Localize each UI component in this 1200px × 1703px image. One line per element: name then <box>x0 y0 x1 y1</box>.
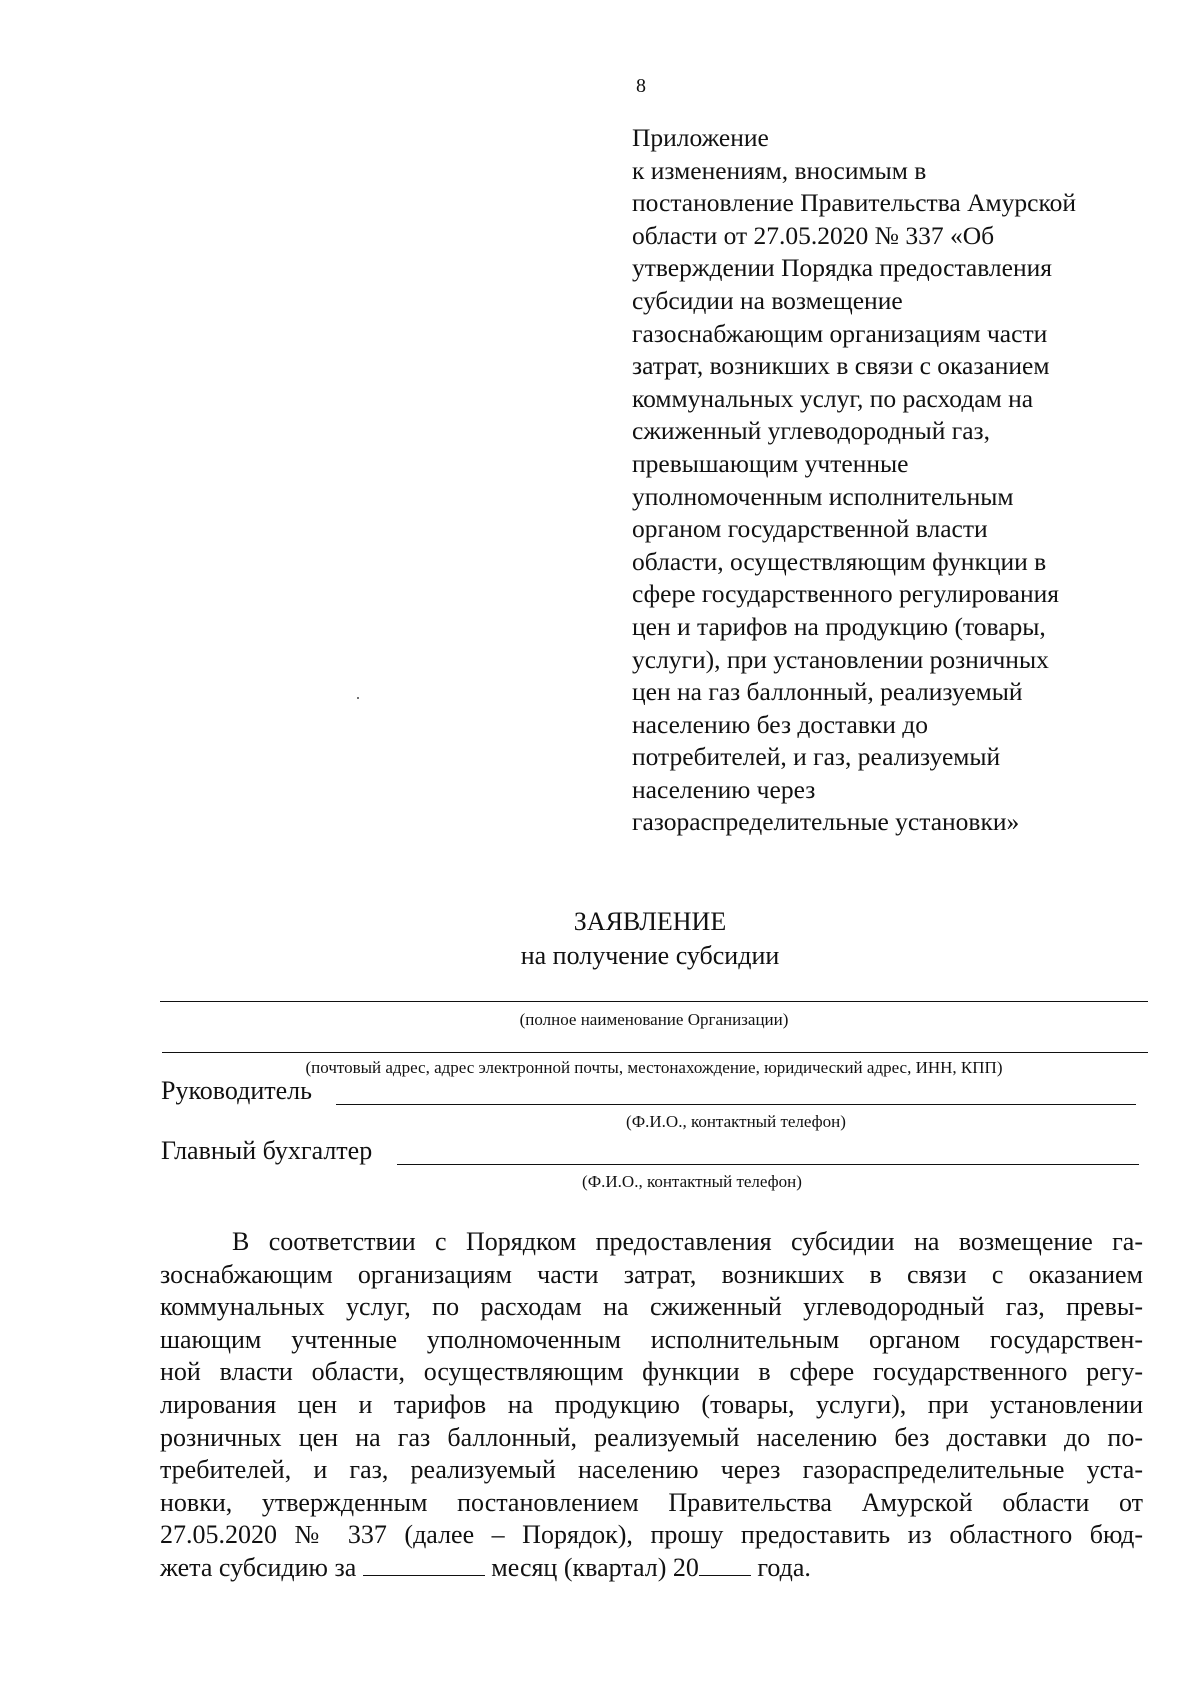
accountant-label: Главный бухгалтер <box>161 1136 373 1165</box>
year-blank[interactable] <box>699 1553 751 1576</box>
appendix-line: субсидии на возмещение <box>632 285 903 315</box>
last-line-part1: жета субсидию за <box>160 1552 357 1582</box>
document-title: ЗАЯВЛЕНИЕ <box>573 907 727 936</box>
appendix-line: превышающим учтенные <box>632 448 909 478</box>
appendix-line: утверждении Порядка предоставления <box>632 253 1052 283</box>
director-caption: (Ф.И.О., контактный телефон) <box>626 1112 846 1131</box>
appendix-line: органом государственной власти <box>632 514 988 544</box>
accountant-caption: (Ф.И.О., контактный телефон) <box>582 1172 802 1191</box>
director-line[interactable] <box>336 1104 1136 1105</box>
appendix-line: потребителей, и газ, реализуемый <box>632 742 1001 772</box>
paragraph-line: 27.05.2020 № 337 (далее – Порядок), прошу предоставить из областного бюд- <box>160 1520 1143 1550</box>
appendix-line: к изменениям, вносимым в <box>632 155 927 185</box>
org-name-caption: (полное наименование Организации) <box>519 1010 789 1029</box>
last-line-part2: месяц (квартал) 20 <box>491 1552 699 1582</box>
document-subtitle: на получение субсидии <box>520 941 780 970</box>
appendix-line: населению через <box>632 774 816 804</box>
request-paragraph <box>160 1226 1143 1585</box>
appendix-line: постановление Правительства Амурской <box>632 188 1076 218</box>
address-line[interactable] <box>162 1052 1148 1053</box>
paragraph-line: шающим учтенные уполномоченным исполнительным органом государствен- <box>160 1324 1143 1354</box>
appendix-line: области, осуществляющим функции в <box>632 546 1047 576</box>
paragraph-line: лирования цен и тарифов на продукцию (товары, услуги), при установлении <box>160 1389 1143 1419</box>
paragraph-line: В соответствии с Порядком предоставления субсидии на возмещение га- <box>232 1227 1143 1256</box>
paragraph-line: требителей, и газ, реализуемый населению через газораспределительные уста- <box>160 1455 1143 1485</box>
appendix-line: услуги), при установлении розничных <box>632 644 1049 674</box>
accountant-line[interactable] <box>397 1164 1139 1165</box>
appendix-line: уполномоченным исполнительным <box>632 481 1014 511</box>
appendix-line: затрат, возникших в связи с оказанием <box>632 351 1050 381</box>
appendix-line: области от 27.05.2020 № 337 «Об <box>632 220 995 250</box>
month-blank[interactable] <box>363 1553 485 1576</box>
org-name-line[interactable] <box>160 1001 1148 1002</box>
paragraph-last-line <box>160 1552 1143 1585</box>
address-caption: (почтовый адрес, адрес электронной почты, местонахождение, юридический адрес, ИНН, КПП) <box>305 1058 1003 1077</box>
appendix-line: газоснабжающим организациям части <box>632 318 1048 348</box>
appendix-line: коммунальных услуг, по расходам на <box>632 383 1034 413</box>
paragraph-line: коммунальных услуг, по расходам на сжиженный углеводородный газ, превы- <box>160 1292 1143 1322</box>
page-number: 8 <box>636 75 646 97</box>
director-label: Руководитель <box>161 1076 312 1105</box>
paragraph-line: зоснабжающим организациям части затрат, возникших в связи с оказанием <box>160 1259 1143 1289</box>
paragraph-line: розничных цен на газ баллонный, реализуемый населению без доставки до по- <box>160 1422 1143 1452</box>
last-line-part3: года. <box>757 1552 811 1582</box>
paragraph-line: ной власти области, осуществляющим функции в сфере государственного регу- <box>160 1357 1143 1387</box>
appendix-line: сжиженный углеводородный газ, <box>632 416 990 446</box>
paragraph-line: новки, утвержденным постановлением Правительства Амурской области от <box>160 1487 1143 1517</box>
appendix-line: Приложение <box>632 123 769 152</box>
appendix-line: газораспределительные установки» <box>632 807 1020 837</box>
appendix-line: цен на газ баллонный, реализуемый <box>632 677 1023 707</box>
appendix-line: цен и тарифов на продукцию (товары, <box>632 611 1046 641</box>
appendix-line: сфере государственного регулирования <box>632 579 1060 609</box>
appendix-note <box>632 122 1132 839</box>
scan-speck <box>357 697 359 699</box>
appendix-line: населению без доставки до <box>632 709 929 739</box>
